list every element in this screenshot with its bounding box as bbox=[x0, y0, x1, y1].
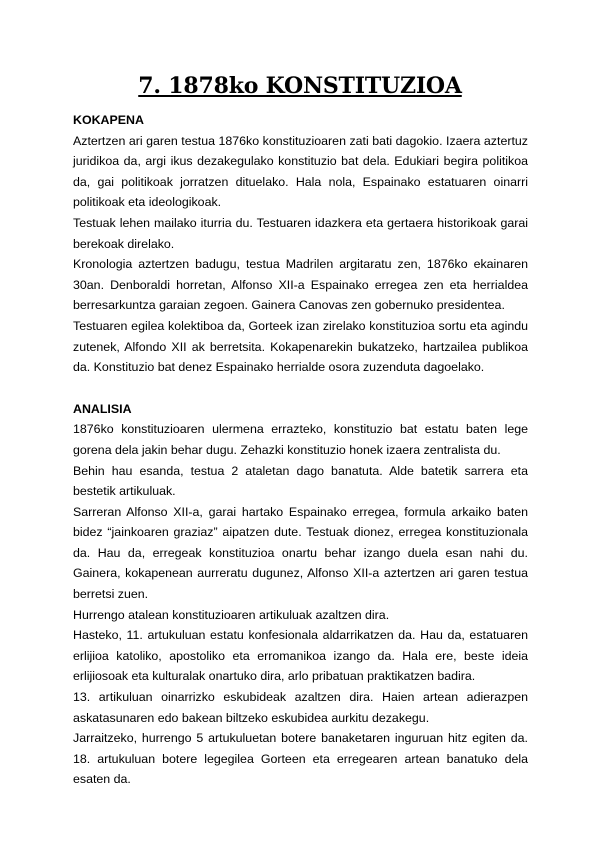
paragraph: 13. artikuluan oinarrizko eskubideak azaltzen dira. Haien artean adierazpen askatasunaren edo bakean biltzeko eskubidea aurkitu dezakegu. bbox=[73, 690, 528, 725]
paragraph: Jarraitzeko, hurrengo 5 artukuluetan botere banaketaren inguruan hitz egiten da. 18. artukuluan botere legegilea Gorteen eta erregearen artean banatuko dela esaten da. bbox=[73, 731, 528, 787]
paragraph: Testuak lehen mailako iturria du. Testuaren idazkera eta gertaera historikoak garai berekoak direlako. bbox=[73, 215, 528, 251]
document-title: 7. 1878ko KONSTITUZIOA bbox=[138, 73, 462, 99]
paragraph: Kronologia aztertzen badugu, testua Madrilen argitaratu zen, 1876ko ekainaren 30an. Denboraldi horretan, Alfonso XII-a Espainako erregea zen eta herrialdea berresarkuntza garaian zegoen. Gainera Canovas zen gobernuko presidentea. bbox=[73, 257, 528, 313]
paragraph: Sarreran Alfonso XII-a, garai hartako Espainako erregea, formula arkaiko baten bidez “jainkoaren graziaz” aipatzen dute. Testuak dionez, erregea konstituzionala da. Hau da, erregeak konstituzioa onartu behar izango duela esan nahi du. Gainera, kokapenean aurreratu dugunez, Alfonso XII-a aztertzen ari garen testua berretsi zuen. bbox=[73, 504, 528, 602]
paragraph: 1876ko konstituzioaren ulermena errazteko, konstituzio bat estatu baten lege gorena dela jakin behar dugu. Zehazki konstituzio honek izaera zentralista du. bbox=[73, 422, 528, 457]
paragraph: Hasteko, 11. artukuluan estatu konfesionala aldarrikatzen da. Hau da, estatuaren erlijioa katoliko, apostoliko eta erromanikoa izango da. Hala ere, beste ideia erlijiosoak eta kulturalak onartuko dira, arlo pribatuan praktikatzen badira. bbox=[73, 628, 528, 684]
section-kokapena bbox=[73, 110, 528, 378]
paragraph: Hurrengo atalean konstituzioaren artikuluak azaltzen dira. bbox=[73, 607, 390, 622]
section-spacer bbox=[73, 378, 528, 399]
section-analisia bbox=[73, 399, 528, 790]
section-heading: ANALISIA bbox=[73, 401, 132, 416]
paragraph: Testuaren egilea kolektiboa da, Gorteek izan zirelako konstituzioa sortu eta agindu zutenek, Alfondo XII ak berretsita. Kokapenarekin bukatzeko, hartzailea publikoa da. Konstituzio bat denez Espainako herrialde osora zuzenduta dagoelako. bbox=[73, 318, 528, 375]
document-body bbox=[73, 110, 528, 790]
section-heading: KOKAPENA bbox=[73, 113, 144, 127]
paragraph: Aztertzen ari garen testua 1876ko konstituzioaren zati bati dagokio. Izaera aztertuz juridikoa da, argi ikus dezakegulako konstituzio bat dela. Edukiari begira politikoa da, gai politikoak jorratzen dituelako. Hala nola, Espainako estatuaren oinarri politikoak eta ideologikoak. bbox=[73, 133, 528, 210]
paragraph: Behin hau esanda, testua 2 ataletan dago banatuta. Alde batetik sarrera eta bestetik artikuluak. bbox=[73, 463, 528, 499]
